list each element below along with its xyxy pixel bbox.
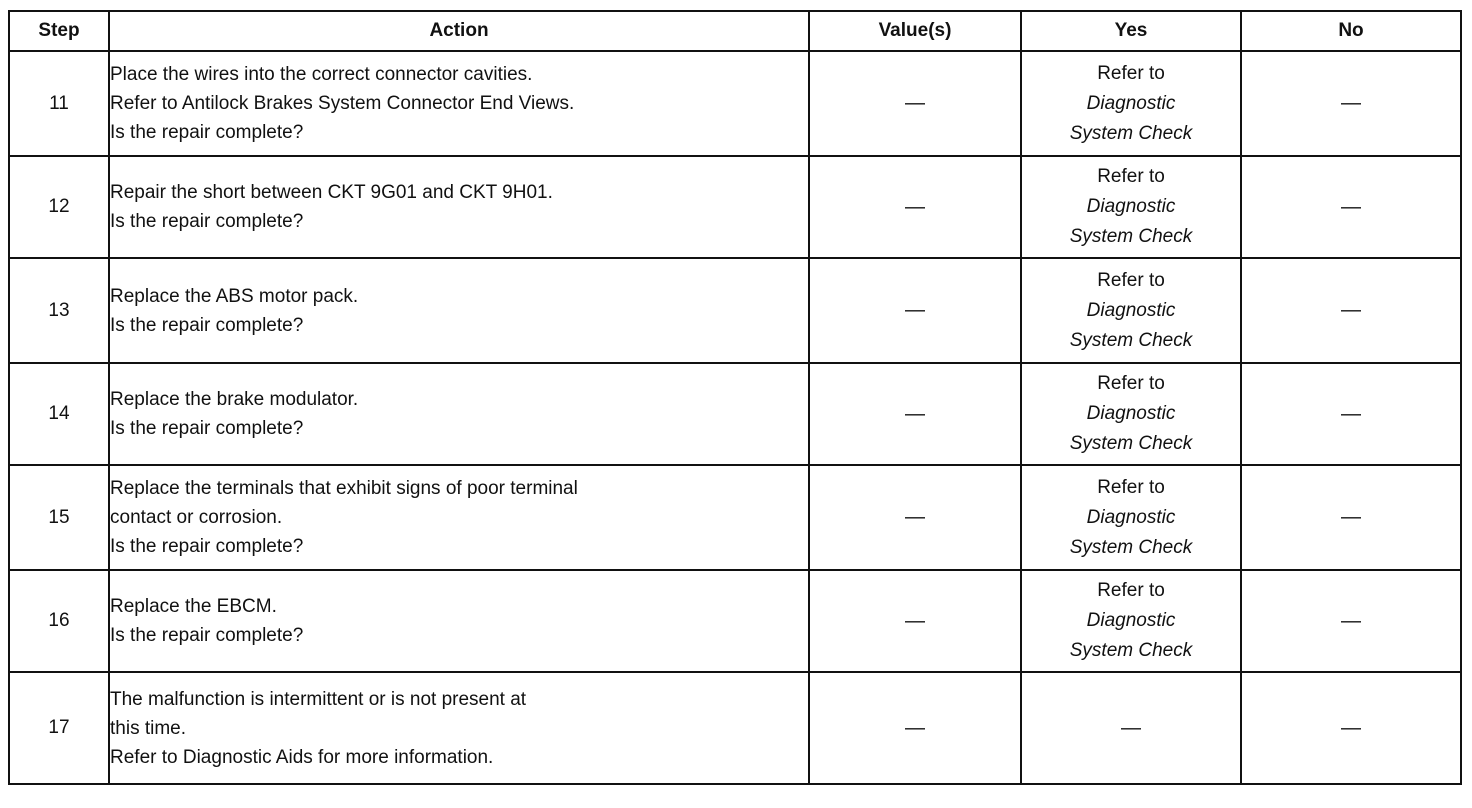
yes-cell — [1021, 156, 1241, 258]
action-text: Refer to Diagnostic Aids for more information. — [110, 746, 494, 768]
action-text: Is the repair complete? — [110, 418, 304, 439]
value-text: — — [905, 716, 925, 739]
header-action: Action — [109, 11, 809, 51]
action-text: contact or corrosion. — [110, 507, 283, 528]
header-yes: Yes — [1021, 11, 1241, 51]
step-number: 15 — [9, 465, 109, 570]
value-text: — — [905, 506, 925, 528]
yes-link-text: Diagnostic — [1086, 299, 1176, 321]
no-cell — [1241, 156, 1461, 258]
no-text: — — [1341, 716, 1361, 739]
yes-cell — [1021, 465, 1241, 570]
no-text: — — [1341, 195, 1361, 218]
no-cell — [1241, 258, 1461, 363]
action-cell — [109, 51, 809, 156]
header-step: Step — [9, 11, 109, 51]
table-row — [9, 258, 1461, 363]
yes-link-text: Diagnostic — [1086, 403, 1176, 424]
action-text: Replace the terminals that exhibit signs of poor terminal — [110, 478, 578, 499]
header-value: Value(s) — [809, 11, 1021, 51]
value-cell — [809, 363, 1021, 465]
action-text: Is the repair complete? — [110, 211, 304, 232]
no-text: — — [1341, 402, 1361, 425]
no-cell — [1241, 363, 1461, 465]
action-text: The malfunction is intermittent or is not present at — [110, 688, 527, 710]
no-text: — — [1341, 92, 1361, 114]
step-number: 12 — [9, 156, 109, 258]
yes-cell — [1021, 672, 1241, 784]
yes-link-text: System Check — [1069, 536, 1193, 558]
action-text: Is the repair complete? — [110, 314, 304, 336]
action-cell — [109, 465, 809, 570]
yes-text: Refer to — [1097, 373, 1165, 394]
table-row — [9, 672, 1461, 784]
yes-text: Refer to — [1097, 62, 1165, 84]
action-text: Repair the short between CKT 9G01 and CKT 9H01. — [110, 182, 553, 203]
yes-link-text: Diagnostic — [1086, 92, 1176, 114]
table-row — [9, 570, 1461, 672]
action-text: Is the repair complete? — [110, 122, 304, 143]
action-text: Is the repair complete? — [110, 536, 304, 557]
action-text: Is the repair complete? — [110, 625, 304, 646]
step-number: 11 — [9, 51, 109, 156]
yes-link-text: Diagnostic — [1086, 506, 1176, 528]
table-row — [9, 51, 1461, 156]
action-cell — [109, 672, 809, 784]
yes-link-text: Diagnostic — [1086, 196, 1176, 217]
table-row — [9, 363, 1461, 465]
yes-link-text: System Check — [1069, 329, 1193, 351]
no-text: — — [1341, 506, 1361, 528]
step-number: 14 — [9, 363, 109, 465]
step-number: 13 — [9, 258, 109, 363]
no-cell — [1241, 570, 1461, 672]
yes-text: Refer to — [1097, 476, 1165, 498]
yes-text: — — [1121, 716, 1141, 739]
action-text: Replace the brake modulator. — [110, 389, 359, 410]
action-cell — [109, 570, 809, 672]
action-text: Replace the EBCM. — [110, 596, 277, 617]
action-text: this time. — [110, 717, 187, 739]
value-cell — [809, 258, 1021, 363]
no-cell — [1241, 51, 1461, 156]
step-number: 17 — [9, 672, 109, 784]
table-row — [9, 156, 1461, 258]
action-text: Refer to Antilock Brakes System Connector End Views. — [110, 93, 575, 114]
value-cell — [809, 465, 1021, 570]
header-row — [9, 11, 1461, 51]
no-text: — — [1341, 609, 1361, 632]
value-text: — — [905, 402, 925, 425]
table-row — [9, 465, 1461, 570]
header-no: No — [1241, 11, 1461, 51]
no-text: — — [1341, 299, 1361, 321]
action-cell — [109, 363, 809, 465]
yes-cell — [1021, 363, 1241, 465]
yes-text: Refer to — [1097, 269, 1165, 291]
action-text: Place the wires into the correct connector cavities. — [110, 64, 533, 85]
action-cell — [109, 258, 809, 363]
step-number: 16 — [9, 570, 109, 672]
yes-link-text: Diagnostic — [1086, 610, 1176, 631]
diagnostic-table — [8, 10, 1462, 785]
no-cell — [1241, 672, 1461, 784]
value-cell — [809, 570, 1021, 672]
value-text: — — [905, 92, 925, 114]
yes-link-text: System Check — [1069, 640, 1193, 661]
action-text: Replace the ABS motor pack. — [110, 285, 359, 307]
value-text: — — [905, 195, 925, 218]
yes-cell — [1021, 570, 1241, 672]
yes-text: Refer to — [1097, 580, 1165, 601]
value-text: — — [905, 609, 925, 632]
value-cell — [809, 51, 1021, 156]
yes-link-text: System Check — [1069, 433, 1193, 454]
yes-link-text: System Check — [1069, 226, 1193, 247]
value-text: — — [905, 299, 925, 321]
yes-link-text: System Check — [1069, 122, 1193, 144]
yes-cell — [1021, 51, 1241, 156]
value-cell — [809, 156, 1021, 258]
yes-text: Refer to — [1097, 166, 1165, 187]
action-cell — [109, 156, 809, 258]
value-cell — [809, 672, 1021, 784]
no-cell — [1241, 465, 1461, 570]
yes-cell — [1021, 258, 1241, 363]
